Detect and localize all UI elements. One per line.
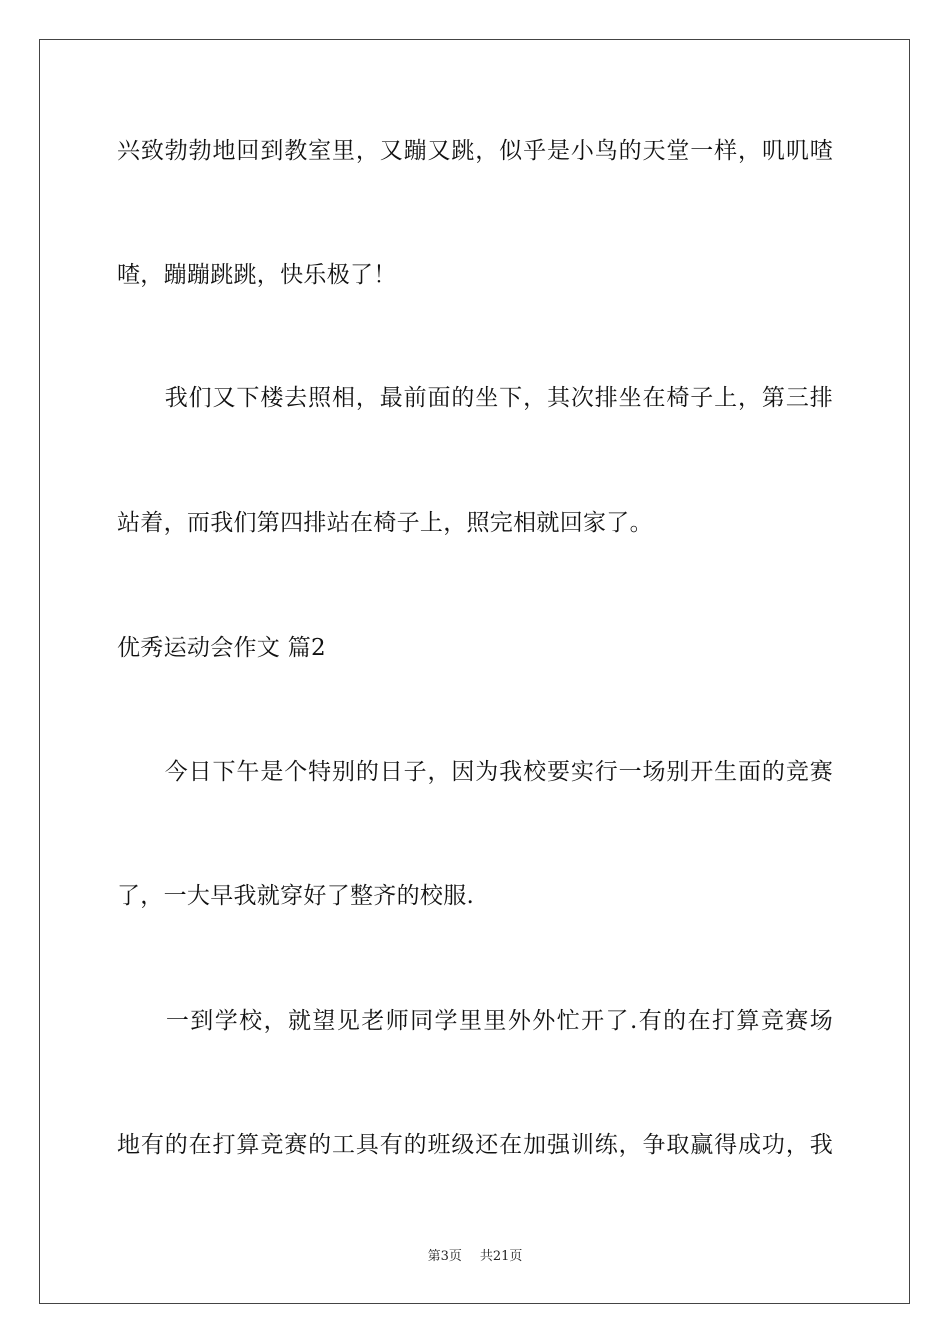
- paragraph-line: 喳，蹦蹦跳跳，快乐极了！: [117, 262, 397, 288]
- paragraph-line: 一到学校，就望见老师同学里里外外忙开了.有的在打算竞赛场: [117, 1008, 833, 1034]
- paragraph-line: 我们又下楼去照相，最前面的坐下，其次排坐在椅子上，第三排: [117, 385, 833, 411]
- paragraph-line: 地有的在打算竞赛的工具有的班级还在加强训练，争取赢得成功，我: [117, 1132, 833, 1158]
- page-footer: [0, 1248, 950, 1266]
- page-number: 第3页: [427, 1249, 462, 1264]
- paragraph-line: 站着，而我们第四排站在椅子上，照完相就回家了。: [117, 510, 653, 536]
- page-frame: [39, 39, 910, 1304]
- paragraph-line: 今日下午是个特别的日子，因为我校要实行一场别开生面的竞赛: [117, 759, 833, 785]
- total-pages: 共21页: [479, 1249, 523, 1264]
- paragraph-line: 兴致勃勃地回到教室里，又蹦又跳，似乎是小鸟的天堂一样，叽叽喳: [117, 138, 833, 164]
- paragraph-line: 了，一大早我就穿好了整齐的校服.: [117, 883, 475, 909]
- section-heading: 优秀运动会作文 篇2: [117, 635, 326, 661]
